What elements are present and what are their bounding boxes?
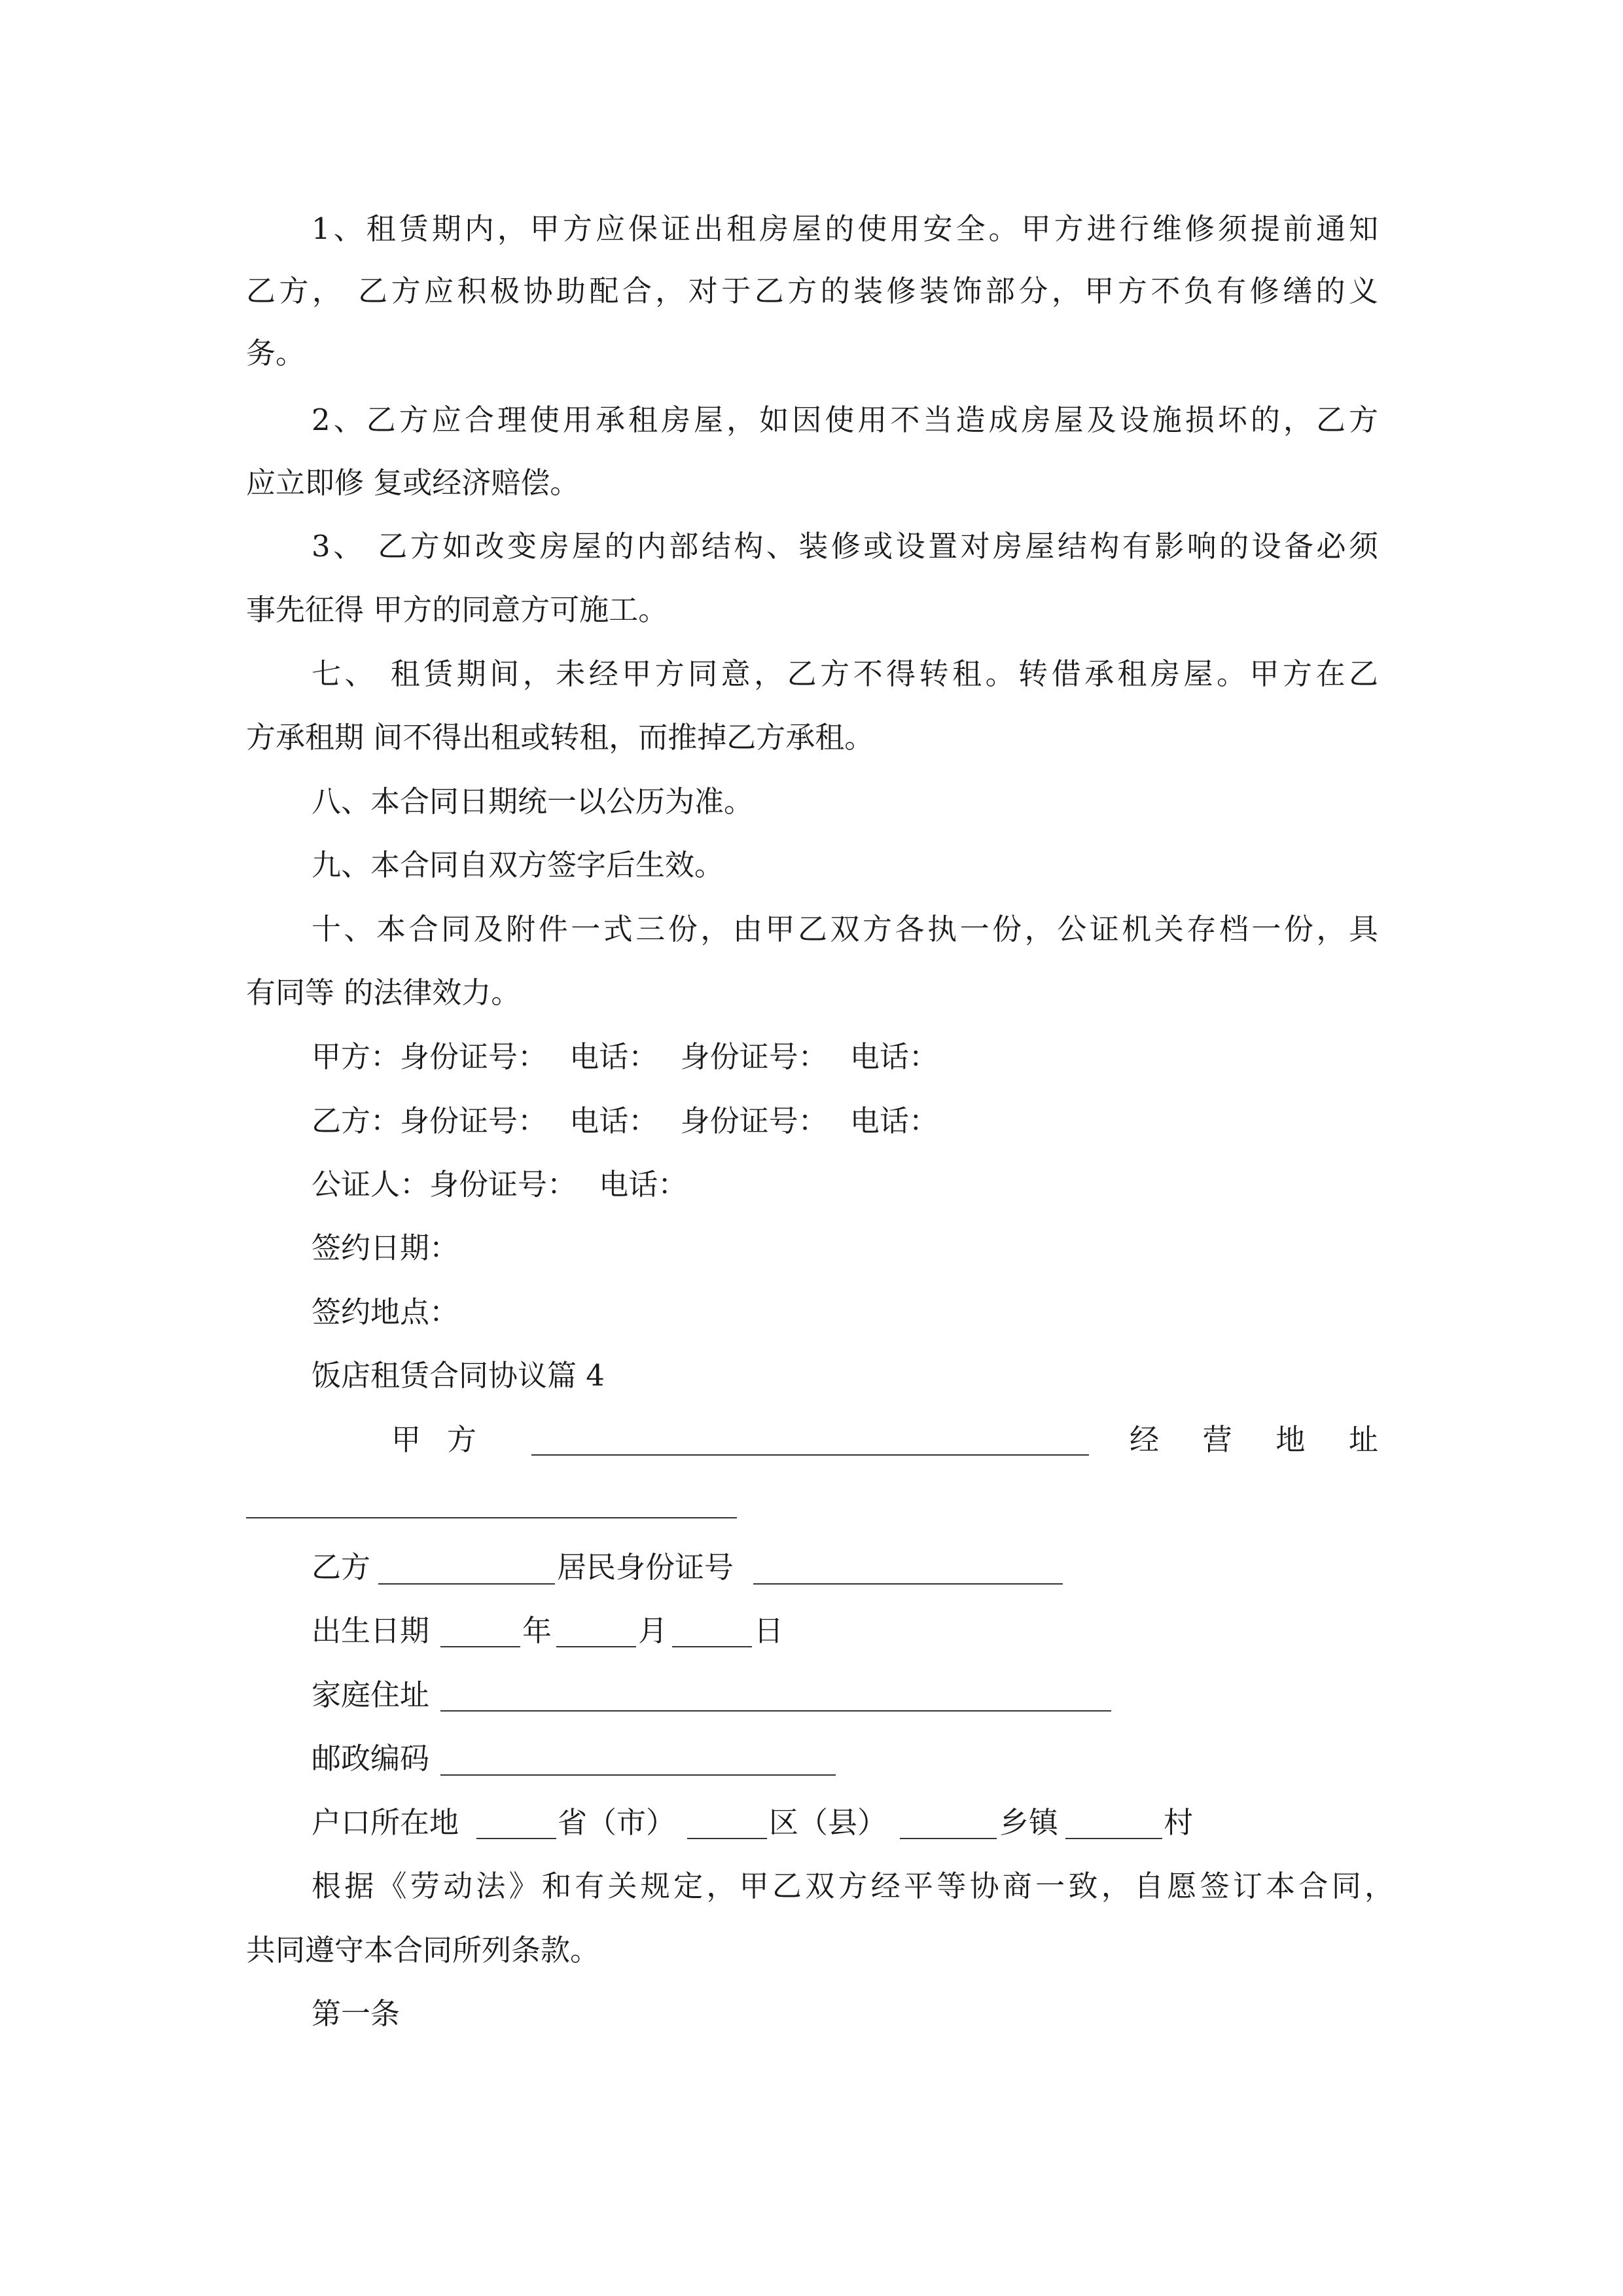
party-b-label: 乙方 (312, 1550, 371, 1585)
home-address-blank (440, 1710, 1111, 1712)
sign-date-line: 签约日期： (312, 1230, 459, 1265)
home-address-label: 家庭住址 (312, 1677, 430, 1712)
business-address-blank (246, 1517, 737, 1518)
town-label: 乡镇 (999, 1805, 1059, 1840)
day-label: 日 (754, 1613, 784, 1648)
clause-10-line-2: 有同等 的法律效力。 (246, 975, 521, 1010)
clause-1-line-2: 乙方， 乙方应积极协助配合，对于乙方的装修装饰部分，甲方不负有修缮的义 (246, 274, 1378, 308)
party-a-blank (531, 1454, 1089, 1456)
clause-10-line-1: 十、本合同及附件一式三份，由甲乙双方各执一份，公证机关存档一份，具 (312, 912, 1378, 946)
clause-9-line-1: 九、本合同自双方签字后生效。 (312, 848, 724, 882)
clause-7-line-2: 方承租期 间不得出租或转租，而推掉乙方承租。 (246, 720, 874, 755)
party-b-signature-line: 乙方：身份证号： 电话： 身份证号： 电话： (312, 1103, 938, 1138)
birth-day-blank (672, 1646, 752, 1647)
province-label: 省（市） (558, 1805, 676, 1840)
clause-3-line-1: 3、 乙方如改变房屋的内部结构、装修或设置对房屋结构有影响的设备必须 (312, 529, 1378, 564)
sign-place-line: 签约地点： (312, 1295, 459, 1329)
village-label: 村 (1164, 1805, 1194, 1840)
hukou-label: 户口所在地 (312, 1805, 459, 1840)
clause-2-line-1: 2、乙方应合理使用承租房屋，如因使用不当造成房屋及设施损坏的，乙方 (312, 403, 1378, 437)
closing-line-1: 根据《劳动法》和有关规定，甲乙双方经平等协商一致，自愿签订本合同， (312, 1869, 1394, 1903)
clause-8-line-1: 八、本合同日期统一以公历为准。 (312, 784, 754, 819)
party-a-signature-line: 甲方：身份证号： 电话： 身份证号： 电话： (312, 1039, 938, 1074)
article-one-heading: 第一条 (312, 1996, 401, 2031)
district-label: 区（县） (769, 1805, 887, 1840)
party-b-blank (378, 1583, 555, 1585)
year-label: 年 (522, 1613, 552, 1648)
birth-date-label: 出生日期 (312, 1613, 430, 1648)
clause-3-line-2: 事先征得 甲方的同意方可施工。 (246, 592, 668, 627)
month-label: 月 (638, 1613, 668, 1648)
business-address-label: 经营地址 (1130, 1422, 1378, 1457)
postcode-blank (440, 1774, 836, 1776)
clause-1-line-1: 1、租赁期内，甲方应保证出租房屋的使用安全。甲方进行维修须提前通知 (312, 211, 1378, 246)
hukou-province-blank (476, 1838, 556, 1839)
closing-line-2: 共同遵守本合同所列条款。 (246, 1933, 600, 1967)
hukou-village-blank (1065, 1838, 1162, 1839)
party-a-label: 甲方 (391, 1422, 503, 1457)
clause-7-line-1: 七、 租赁期间，未经甲方同意，乙方不得转租。转借承租房屋。甲方在乙 (312, 656, 1378, 691)
notary-signature-line: 公证人：身份证号： 电话： (312, 1167, 688, 1202)
birth-month-blank (556, 1646, 636, 1647)
postcode-label: 邮政编码 (312, 1741, 430, 1776)
hukou-district-blank (687, 1838, 767, 1839)
id-number-label: 居民身份证号 (557, 1550, 734, 1585)
birth-year-blank (440, 1646, 520, 1647)
hukou-town-blank (900, 1838, 997, 1839)
clause-1-line-3: 务。 (246, 336, 306, 370)
section-title: 饭店租赁合同协议篇 4 (312, 1358, 605, 1393)
clause-2-line-2: 应立即修 复或经济赔偿。 (246, 465, 580, 500)
id-number-blank (753, 1583, 1063, 1585)
